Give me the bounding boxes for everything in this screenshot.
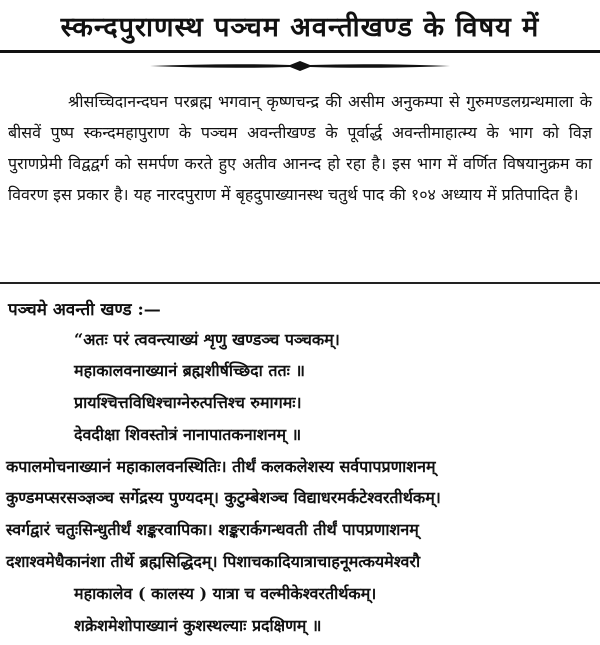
intro-text: श्रीसच्चिदानन्दघन परब्रह्म भगवान् कृष्णचन्द्र की असीम अनुकम्पा से गुरुमण्डलग्रन्थमाला के बीसवें पुष्प स्कन्दमहापुराण के पञ्चम अवन्तीखण्ड के पूर्वार्द्ध अवन्तीमाहात्म्य के भाग को विज्ञ पुराणप्रेमी विद्वद्वर्ग को समर्पण करते हुए अतीव आनन्द हो रहा है। इस भाग में वर्णित विषयानुक्रम का विवरण इस प्रकार है। यह नारदपुराण में बृहदुपाख्यानस्थ चतुर्थ पाद की १०४ अध्याय में प्रतिपादित है। [8,92,592,204]
verse-line: स्वर्गद्वारं चतुःसिन्धुतीर्थं शङ्करवापिका। शङ्करार्कगन्धवती तीर्थं पापप्रणाशनम् [6,520,419,539]
title-bar [0,0,600,53]
verse-line: “अतः परं त्ववन्त्याख्यं शृणु खण्डञ्च पञ्चकम्। [74,330,340,349]
section-heading: पञ्चमे अवन्ती खण्ड :— [8,300,161,320]
verse-line: दशाश्वमेधैकानंशा तीर्थे ब्रह्मसिद्धिदम्। पिशाचकादियात्राचाहनूमत्कयमेश्वरौ [6,552,421,571]
verse-line: कुण्डमप्सरसञ्ज्ञञ्च सर्गेद्रस्य पुण्यदम्। कुटुम्बेशञ्च विद्याधरमर्कटेश्वरतीर्थकम्। [6,488,441,507]
intro-paragraph [8,86,592,210]
page-title: स्कन्दपुराणस्थ पञ्चम अवन्तीखण्ड के विषय में [60,11,540,43]
verse-line: प्रायश्चित्तविधिश्चाग्नेरुत्पत्तिश्च रुमागमः। [74,393,302,412]
verse-line: महाकालेव ( कालस्य ) यात्रा च वल्मीकेश्वरतीर्थकम्। [74,584,377,603]
verse-line: शक्रेशमेशोपाख्यानं कुशस्थल्याः प्रदक्षिणम् ॥ [74,616,322,635]
verse-line: देवदीक्षा शिवस्तोत्रं नानापातकनाशनम् ॥ [74,425,302,444]
verse-line: महाकालवनाख्यानं ब्रह्मशीर्षच्छिदा ततः ॥ [74,361,305,380]
verse-line: कपालमोचनाख्यानं महाकालवनस्थितिः। तीर्थं कलकलेशस्य सर्वपापप्रणाशनम् [6,457,436,476]
ornament-divider-icon [150,60,450,72]
section-divider [0,282,600,284]
